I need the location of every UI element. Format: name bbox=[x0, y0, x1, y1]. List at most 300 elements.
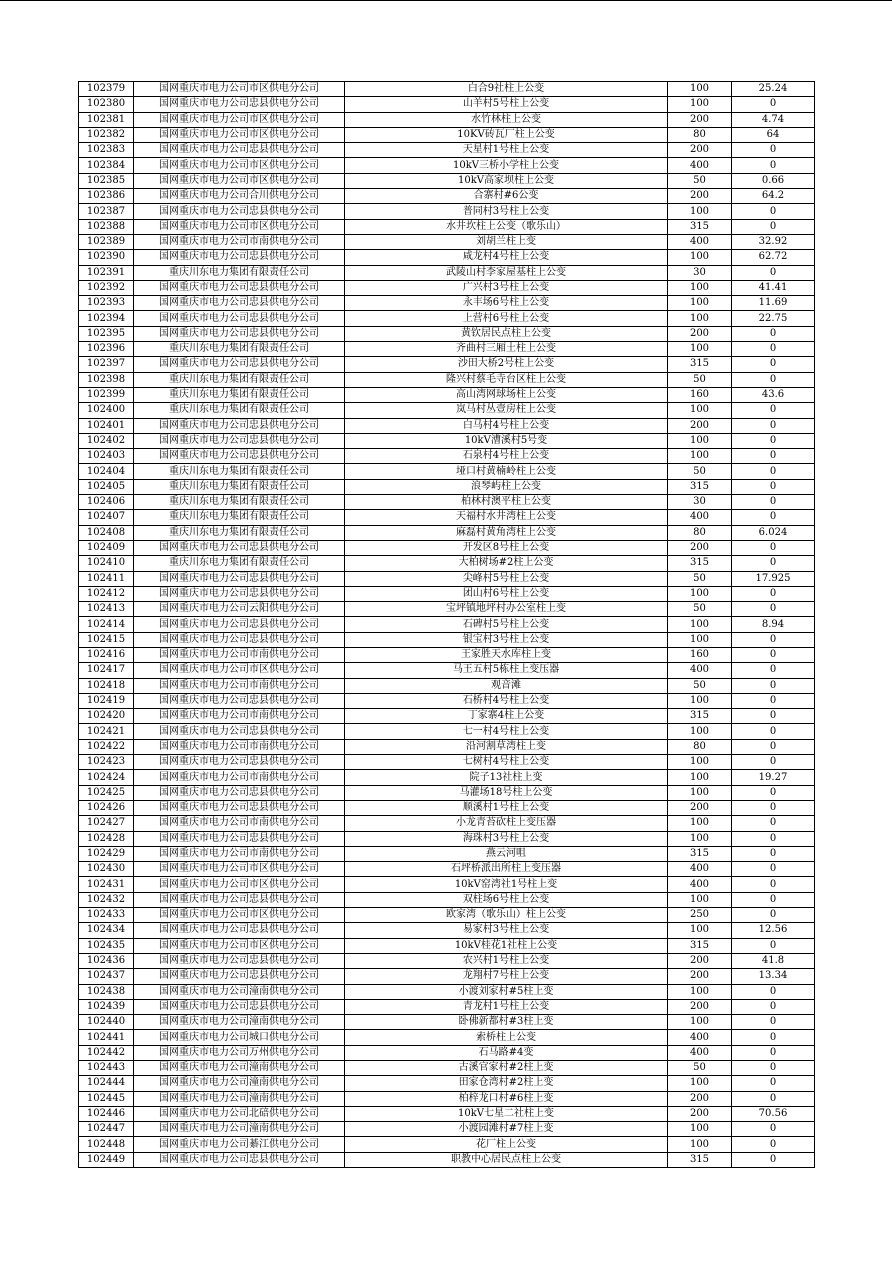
company-cell: 重庆川东电力集团有限责任公司 bbox=[134, 403, 345, 418]
table-row bbox=[79, 892, 815, 907]
company-cell: 重庆川东电力集团有限责任公司 bbox=[134, 372, 345, 387]
table-row bbox=[79, 280, 815, 295]
row-id-cell: 102394 bbox=[79, 311, 134, 326]
company-cell: 国网重庆市电力公司忠县供电分公司 bbox=[134, 250, 345, 265]
capacity-cell: 315 bbox=[668, 846, 732, 861]
table-row bbox=[79, 250, 815, 265]
value-cell: 0 bbox=[732, 739, 815, 754]
row-id-cell: 102439 bbox=[79, 999, 134, 1014]
transformer-name-cell: 小渡园滩村#7柱上变 bbox=[345, 1122, 668, 1137]
capacity-cell: 100 bbox=[668, 280, 732, 295]
company-cell: 国网重庆市电力公司忠县供电分公司 bbox=[134, 540, 345, 555]
row-id-cell: 102392 bbox=[79, 280, 134, 295]
table-row bbox=[79, 877, 815, 892]
table-row bbox=[79, 433, 815, 448]
transformer-name-cell: 白合9社柱上公变 bbox=[345, 82, 668, 97]
company-cell: 国网重庆市电力公司忠县供电分公司 bbox=[134, 693, 345, 708]
transformer-name-cell: 王家胜天水库柱上变 bbox=[345, 647, 668, 662]
transformer-name-cell: 古溪官家村#2柱上变 bbox=[345, 1061, 668, 1076]
table-row bbox=[79, 617, 815, 632]
capacity-cell: 100 bbox=[668, 250, 732, 265]
capacity-cell: 100 bbox=[668, 449, 732, 464]
company-cell: 国网重庆市电力公司忠县供电分公司 bbox=[134, 433, 345, 448]
row-id-cell: 102411 bbox=[79, 571, 134, 586]
value-cell: 0 bbox=[732, 342, 815, 357]
capacity-cell: 400 bbox=[668, 1045, 732, 1060]
value-cell: 11.69 bbox=[732, 296, 815, 311]
transformer-name-cell: 普同村3号柱上公变 bbox=[345, 204, 668, 219]
row-id-cell: 102435 bbox=[79, 938, 134, 953]
transformer-name-cell: 沿河割草湾柱上变 bbox=[345, 739, 668, 754]
capacity-cell: 50 bbox=[668, 464, 732, 479]
table-row bbox=[79, 82, 815, 97]
company-cell: 国网重庆市电力公司忠县供电分公司 bbox=[134, 999, 345, 1014]
value-cell: 0 bbox=[732, 755, 815, 770]
transformer-table bbox=[78, 81, 815, 1168]
value-cell: 0 bbox=[732, 1030, 815, 1045]
row-id-cell: 102427 bbox=[79, 816, 134, 831]
company-cell: 重庆川东电力集团有限责任公司 bbox=[134, 342, 345, 357]
capacity-cell: 100 bbox=[668, 433, 732, 448]
capacity-cell: 80 bbox=[668, 525, 732, 540]
capacity-cell: 200 bbox=[668, 326, 732, 341]
capacity-cell: 100 bbox=[668, 82, 732, 97]
table-row bbox=[79, 571, 815, 586]
table-row bbox=[79, 540, 815, 555]
table-row bbox=[79, 739, 815, 754]
value-cell: 8.94 bbox=[732, 617, 815, 632]
row-id-cell: 102441 bbox=[79, 1030, 134, 1045]
row-id-cell: 102440 bbox=[79, 1015, 134, 1030]
row-id-cell: 102431 bbox=[79, 877, 134, 892]
capacity-cell: 315 bbox=[668, 1152, 732, 1167]
transformer-name-cell: 广兴村3号柱上公变 bbox=[345, 280, 668, 295]
capacity-cell: 400 bbox=[668, 862, 732, 877]
table-row bbox=[79, 1137, 815, 1152]
value-cell: 0 bbox=[732, 999, 815, 1014]
company-cell: 国网重庆市电力公司忠县供电分公司 bbox=[134, 617, 345, 632]
table-row bbox=[79, 800, 815, 815]
value-cell: 0 bbox=[732, 479, 815, 494]
transformer-name-cell: 花厂柱上公变 bbox=[345, 1137, 668, 1152]
row-id-cell: 102420 bbox=[79, 709, 134, 724]
table-row bbox=[79, 173, 815, 188]
capacity-cell: 100 bbox=[668, 296, 732, 311]
row-id-cell: 102390 bbox=[79, 250, 134, 265]
value-cell: 0 bbox=[732, 418, 815, 433]
row-id-cell: 102448 bbox=[79, 1137, 134, 1152]
table-row bbox=[79, 112, 815, 127]
transformer-name-cell: 10KV砖瓦厂柱上公变 bbox=[345, 127, 668, 142]
company-cell: 国网重庆市电力公司忠县供电分公司 bbox=[134, 97, 345, 112]
row-id-cell: 102380 bbox=[79, 97, 134, 112]
transformer-name-cell: 10kV七星二社柱上变 bbox=[345, 1106, 668, 1121]
transformer-name-cell: 七一村4号柱上公变 bbox=[345, 724, 668, 739]
transformer-name-cell: 石坪桥派出所柱上变压器 bbox=[345, 862, 668, 877]
value-cell: 0 bbox=[732, 1091, 815, 1106]
table-row bbox=[79, 724, 815, 739]
transformer-name-cell: 石泉村4号柱上公变 bbox=[345, 449, 668, 464]
table-row bbox=[79, 678, 815, 693]
capacity-cell: 100 bbox=[668, 816, 732, 831]
transformer-name-cell: 大柏树场#2柱上公变 bbox=[345, 556, 668, 571]
value-cell: 0 bbox=[732, 143, 815, 158]
table-row bbox=[79, 326, 815, 341]
row-id-cell: 102407 bbox=[79, 510, 134, 525]
row-id-cell: 102413 bbox=[79, 602, 134, 617]
row-id-cell: 102388 bbox=[79, 219, 134, 234]
company-cell: 国网重庆市电力公司忠县供电分公司 bbox=[134, 892, 345, 907]
value-cell: 13.34 bbox=[732, 969, 815, 984]
company-cell: 国网重庆市电力公司市南供电分公司 bbox=[134, 647, 345, 662]
transformer-name-cell: 永丰场6号柱上公变 bbox=[345, 296, 668, 311]
row-id-cell: 102446 bbox=[79, 1106, 134, 1121]
transformer-name-cell: 齐曲村三厢土柱上公变 bbox=[345, 342, 668, 357]
capacity-cell: 100 bbox=[668, 984, 732, 999]
value-cell: 6.024 bbox=[732, 525, 815, 540]
capacity-cell: 100 bbox=[668, 97, 732, 112]
company-cell: 国网重庆市电力公司市区供电分公司 bbox=[134, 173, 345, 188]
value-cell: 0 bbox=[732, 846, 815, 861]
company-cell: 国网重庆市电力公司市南供电分公司 bbox=[134, 816, 345, 831]
capacity-cell: 160 bbox=[668, 387, 732, 402]
row-id-cell: 102423 bbox=[79, 755, 134, 770]
capacity-cell: 200 bbox=[668, 189, 732, 204]
table-row bbox=[79, 97, 815, 112]
value-cell: 0 bbox=[732, 219, 815, 234]
capacity-cell: 50 bbox=[668, 602, 732, 617]
capacity-cell: 100 bbox=[668, 892, 732, 907]
company-cell: 国网重庆市电力公司市区供电分公司 bbox=[134, 82, 345, 97]
value-cell: 62.72 bbox=[732, 250, 815, 265]
company-cell: 国网重庆市电力公司忠县供电分公司 bbox=[134, 1152, 345, 1167]
table-row bbox=[79, 1122, 815, 1137]
capacity-cell: 50 bbox=[668, 571, 732, 586]
table-row bbox=[79, 709, 815, 724]
value-cell: 0 bbox=[732, 510, 815, 525]
transformer-name-cell: 山羊村5号柱上公变 bbox=[345, 97, 668, 112]
company-cell: 国网重庆市电力公司市南供电分公司 bbox=[134, 234, 345, 249]
value-cell: 0 bbox=[732, 785, 815, 800]
table-row bbox=[79, 479, 815, 494]
row-id-cell: 102396 bbox=[79, 342, 134, 357]
value-cell: 19.27 bbox=[732, 770, 815, 785]
table-body bbox=[79, 82, 815, 1168]
capacity-cell: 315 bbox=[668, 357, 732, 372]
company-cell: 国网重庆市电力公司忠县供电分公司 bbox=[134, 831, 345, 846]
capacity-cell: 100 bbox=[668, 831, 732, 846]
table-row bbox=[79, 663, 815, 678]
company-cell: 国网重庆市电力公司忠县供电分公司 bbox=[134, 632, 345, 647]
company-cell: 重庆川东电力集团有限责任公司 bbox=[134, 495, 345, 510]
transformer-name-cell: 龙翔村7号柱上公变 bbox=[345, 969, 668, 984]
company-cell: 国网重庆市电力公司忠县供电分公司 bbox=[134, 571, 345, 586]
value-cell: 0 bbox=[732, 464, 815, 479]
value-cell: 0 bbox=[732, 984, 815, 999]
company-cell: 国网重庆市电力公司市区供电分公司 bbox=[134, 908, 345, 923]
table-row bbox=[79, 770, 815, 785]
row-id-cell: 102382 bbox=[79, 127, 134, 142]
row-id-cell: 102421 bbox=[79, 724, 134, 739]
value-cell: 0 bbox=[732, 800, 815, 815]
transformer-name-cell: 马王五村5栋柱上变压器 bbox=[345, 663, 668, 678]
value-cell: 0 bbox=[732, 1152, 815, 1167]
transformer-name-cell: 燕云河咀 bbox=[345, 846, 668, 861]
table-row bbox=[79, 342, 815, 357]
company-cell: 国网重庆市电力公司市区供电分公司 bbox=[134, 158, 345, 173]
value-cell: 25.24 bbox=[732, 82, 815, 97]
value-cell: 0.66 bbox=[732, 173, 815, 188]
table-row bbox=[79, 234, 815, 249]
value-cell: 41.8 bbox=[732, 953, 815, 968]
transformer-name-cell: 欧家湾（歌乐山）柱上公变 bbox=[345, 908, 668, 923]
table-row bbox=[79, 586, 815, 601]
value-cell: 0 bbox=[732, 831, 815, 846]
company-cell: 国网重庆市电力公司忠县供电分公司 bbox=[134, 326, 345, 341]
value-cell: 0 bbox=[732, 1015, 815, 1030]
company-cell: 国网重庆市电力公司市区供电分公司 bbox=[134, 663, 345, 678]
company-cell: 国网重庆市电力公司忠县供电分公司 bbox=[134, 969, 345, 984]
company-cell: 国网重庆市电力公司忠县供电分公司 bbox=[134, 311, 345, 326]
row-id-cell: 102422 bbox=[79, 739, 134, 754]
table-row bbox=[79, 1076, 815, 1091]
row-id-cell: 102449 bbox=[79, 1152, 134, 1167]
value-cell: 0 bbox=[732, 647, 815, 662]
row-id-cell: 102385 bbox=[79, 173, 134, 188]
capacity-cell: 200 bbox=[668, 969, 732, 984]
value-cell: 0 bbox=[732, 632, 815, 647]
value-cell: 70.56 bbox=[732, 1106, 815, 1121]
row-id-cell: 102398 bbox=[79, 372, 134, 387]
transformer-name-cell: 天福村水井湾柱上公变 bbox=[345, 510, 668, 525]
row-id-cell: 102379 bbox=[79, 82, 134, 97]
company-cell: 国网重庆市电力公司市区供电分公司 bbox=[134, 219, 345, 234]
table-row bbox=[79, 158, 815, 173]
row-id-cell: 102433 bbox=[79, 908, 134, 923]
value-cell: 0 bbox=[732, 663, 815, 678]
row-id-cell: 102430 bbox=[79, 862, 134, 877]
value-cell: 0 bbox=[732, 265, 815, 280]
capacity-cell: 315 bbox=[668, 938, 732, 953]
table-row bbox=[79, 999, 815, 1014]
company-cell: 国网重庆市电力公司市南供电分公司 bbox=[134, 739, 345, 754]
transformer-name-cell: 10kV漕溪村5号变 bbox=[345, 433, 668, 448]
row-id-cell: 102401 bbox=[79, 418, 134, 433]
company-cell: 重庆川东电力集团有限责任公司 bbox=[134, 464, 345, 479]
capacity-cell: 100 bbox=[668, 724, 732, 739]
transformer-name-cell: 水井坎柱上公变（歌乐山） bbox=[345, 219, 668, 234]
value-cell: 4.74 bbox=[732, 112, 815, 127]
transformer-name-cell: 马灌场18号柱上公变 bbox=[345, 785, 668, 800]
row-id-cell: 102406 bbox=[79, 495, 134, 510]
row-id-cell: 102384 bbox=[79, 158, 134, 173]
transformer-name-cell: 10kV窑湾社1号柱上变 bbox=[345, 877, 668, 892]
row-id-cell: 102402 bbox=[79, 433, 134, 448]
capacity-cell: 30 bbox=[668, 265, 732, 280]
capacity-cell: 200 bbox=[668, 999, 732, 1014]
value-cell: 0 bbox=[732, 892, 815, 907]
table-row bbox=[79, 816, 815, 831]
table-row bbox=[79, 143, 815, 158]
capacity-cell: 100 bbox=[668, 1015, 732, 1030]
value-cell: 0 bbox=[732, 724, 815, 739]
table-row bbox=[79, 862, 815, 877]
capacity-cell: 100 bbox=[668, 342, 732, 357]
value-cell: 0 bbox=[732, 816, 815, 831]
value-cell: 0 bbox=[732, 357, 815, 372]
table-row bbox=[79, 1152, 815, 1167]
row-id-cell: 102412 bbox=[79, 586, 134, 601]
transformer-name-cell: 双柱场6号柱上公变 bbox=[345, 892, 668, 907]
capacity-cell: 100 bbox=[668, 785, 732, 800]
value-cell: 0 bbox=[732, 495, 815, 510]
transformer-name-cell: 武陵山村李家屋基柱上公变 bbox=[345, 265, 668, 280]
table-row bbox=[79, 1015, 815, 1030]
company-cell: 国网重庆市电力公司市区供电分公司 bbox=[134, 877, 345, 892]
transformer-name-cell: 顺溪村1号柱上公变 bbox=[345, 800, 668, 815]
transformer-name-cell: 柏林村澳平柱上公变 bbox=[345, 495, 668, 510]
company-cell: 国网重庆市电力公司潼南供电分公司 bbox=[134, 1076, 345, 1091]
row-id-cell: 102432 bbox=[79, 892, 134, 907]
company-cell: 国网重庆市电力公司北碚供电分公司 bbox=[134, 1106, 345, 1121]
value-cell: 0 bbox=[732, 433, 815, 448]
table-row bbox=[79, 219, 815, 234]
transformer-name-cell: 白马村4号柱上公变 bbox=[345, 418, 668, 433]
value-cell: 0 bbox=[732, 556, 815, 571]
capacity-cell: 100 bbox=[668, 1122, 732, 1137]
table-row bbox=[79, 831, 815, 846]
company-cell: 重庆川东电力集团有限责任公司 bbox=[134, 556, 345, 571]
value-cell: 0 bbox=[732, 1122, 815, 1137]
top-border-line bbox=[0, 0, 892, 1]
row-id-cell: 102416 bbox=[79, 647, 134, 662]
transformer-name-cell: 天星村1号柱上公变 bbox=[345, 143, 668, 158]
row-id-cell: 102399 bbox=[79, 387, 134, 402]
company-cell: 国网重庆市电力公司市区供电分公司 bbox=[134, 127, 345, 142]
capacity-cell: 50 bbox=[668, 678, 732, 693]
table-row bbox=[79, 525, 815, 540]
capacity-cell: 315 bbox=[668, 219, 732, 234]
table-row bbox=[79, 464, 815, 479]
table-row bbox=[79, 1061, 815, 1076]
value-cell: 0 bbox=[732, 449, 815, 464]
value-cell: 0 bbox=[732, 1137, 815, 1152]
table-row bbox=[79, 418, 815, 433]
transformer-name-cell: 青龙村1号柱上公变 bbox=[345, 999, 668, 1014]
value-cell: 0 bbox=[732, 877, 815, 892]
value-cell: 22.75 bbox=[732, 311, 815, 326]
row-id-cell: 102397 bbox=[79, 357, 134, 372]
capacity-cell: 100 bbox=[668, 923, 732, 938]
transformer-name-cell: 索桥柱上公变 bbox=[345, 1030, 668, 1045]
value-cell: 0 bbox=[732, 586, 815, 601]
transformer-name-cell: 黄钦居民点柱上公变 bbox=[345, 326, 668, 341]
value-cell: 17.925 bbox=[732, 571, 815, 586]
value-cell: 0 bbox=[732, 908, 815, 923]
company-cell: 国网重庆市电力公司忠县供电分公司 bbox=[134, 449, 345, 464]
capacity-cell: 400 bbox=[668, 877, 732, 892]
capacity-cell: 315 bbox=[668, 709, 732, 724]
row-id-cell: 102419 bbox=[79, 693, 134, 708]
company-cell: 国网重庆市电力公司市区供电分公司 bbox=[134, 112, 345, 127]
transformer-name-cell: 浪琴屿柱上公变 bbox=[345, 479, 668, 494]
table-row bbox=[79, 1030, 815, 1045]
transformer-name-cell: 岚马村丛壹房柱上公变 bbox=[345, 403, 668, 418]
row-id-cell: 102410 bbox=[79, 556, 134, 571]
capacity-cell: 100 bbox=[668, 755, 732, 770]
row-id-cell: 102425 bbox=[79, 785, 134, 800]
transformer-name-cell: 小渡刘家村#5柱上变 bbox=[345, 984, 668, 999]
transformer-name-cell: 职教中心居民点柱上公变 bbox=[345, 1152, 668, 1167]
table-row bbox=[79, 647, 815, 662]
value-cell: 0 bbox=[732, 709, 815, 724]
row-id-cell: 102438 bbox=[79, 984, 134, 999]
table-row bbox=[79, 189, 815, 204]
transformer-name-cell: 院子13社柱上变 bbox=[345, 770, 668, 785]
transformer-name-cell: 农兴村1号柱上公变 bbox=[345, 953, 668, 968]
company-cell: 重庆川东电力集团有限责任公司 bbox=[134, 387, 345, 402]
company-cell: 国网重庆市电力公司合川供电分公司 bbox=[134, 189, 345, 204]
transformer-name-cell: 高山湾网球场柱上公变 bbox=[345, 387, 668, 402]
transformer-name-cell: 银宝村3号柱上公变 bbox=[345, 632, 668, 647]
capacity-cell: 100 bbox=[668, 632, 732, 647]
row-id-cell: 102447 bbox=[79, 1122, 134, 1137]
row-id-cell: 102405 bbox=[79, 479, 134, 494]
transformer-name-cell: 刘胡兰柱上变 bbox=[345, 234, 668, 249]
company-cell: 国网重庆市电力公司忠县供电分公司 bbox=[134, 418, 345, 433]
capacity-cell: 200 bbox=[668, 143, 732, 158]
value-cell: 0 bbox=[732, 158, 815, 173]
row-id-cell: 102442 bbox=[79, 1045, 134, 1060]
transformer-name-cell: 水竹林柱上公变 bbox=[345, 112, 668, 127]
capacity-cell: 100 bbox=[668, 1137, 732, 1152]
value-cell: 0 bbox=[732, 204, 815, 219]
table-row bbox=[79, 938, 815, 953]
table-row bbox=[79, 403, 815, 418]
table-row bbox=[79, 632, 815, 647]
company-cell: 国网重庆市电力公司忠县供电分公司 bbox=[134, 953, 345, 968]
capacity-cell: 100 bbox=[668, 693, 732, 708]
value-cell: 12.56 bbox=[732, 923, 815, 938]
table-row bbox=[79, 387, 815, 402]
capacity-cell: 80 bbox=[668, 127, 732, 142]
table-row bbox=[79, 984, 815, 999]
table-row bbox=[79, 785, 815, 800]
value-cell: 0 bbox=[732, 1076, 815, 1091]
row-id-cell: 102436 bbox=[79, 953, 134, 968]
transformer-name-cell: 10kV桂花1社柱上公变 bbox=[345, 938, 668, 953]
transformer-name-cell: 沙田大桥2号柱上公变 bbox=[345, 357, 668, 372]
row-id-cell: 102400 bbox=[79, 403, 134, 418]
transformer-name-cell: 合寨村#6公变 bbox=[345, 189, 668, 204]
row-id-cell: 102445 bbox=[79, 1091, 134, 1106]
value-cell: 0 bbox=[732, 862, 815, 877]
value-cell: 32.92 bbox=[732, 234, 815, 249]
table-row bbox=[79, 495, 815, 510]
capacity-cell: 400 bbox=[668, 663, 732, 678]
table-row bbox=[79, 296, 815, 311]
transformer-name-cell: 麻磊村黄角湾柱上公变 bbox=[345, 525, 668, 540]
table-row bbox=[79, 1106, 815, 1121]
company-cell: 国网重庆市电力公司云阳供电分公司 bbox=[134, 602, 345, 617]
row-id-cell: 102403 bbox=[79, 449, 134, 464]
capacity-cell: 80 bbox=[668, 739, 732, 754]
capacity-cell: 315 bbox=[668, 479, 732, 494]
capacity-cell: 200 bbox=[668, 800, 732, 815]
company-cell: 国网重庆市电力公司忠县供电分公司 bbox=[134, 785, 345, 800]
table-row bbox=[79, 1045, 815, 1060]
company-cell: 国网重庆市电力公司市南供电分公司 bbox=[134, 846, 345, 861]
